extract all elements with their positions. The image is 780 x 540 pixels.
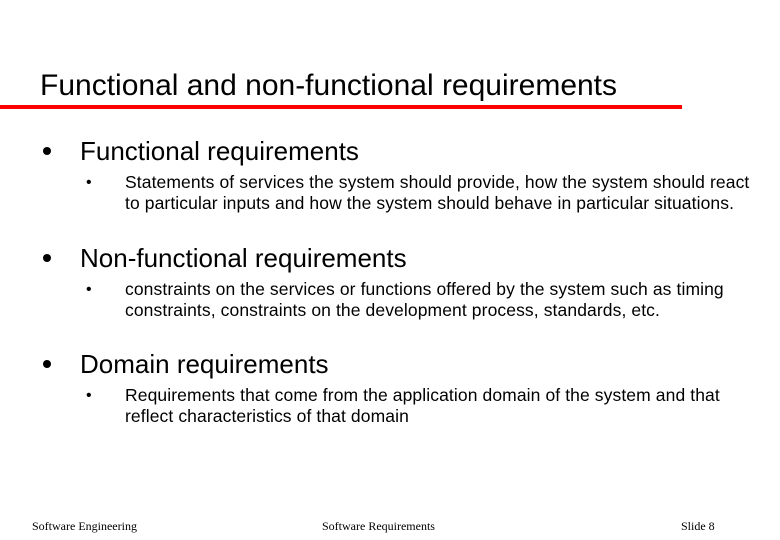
sub-bullet: • bbox=[86, 387, 92, 404]
section-heading-domain: Domain requirements bbox=[80, 349, 329, 379]
footer-course: Software Engineering bbox=[32, 519, 137, 533]
bullet-dot bbox=[43, 360, 51, 368]
footer-topic: Software Requirements bbox=[322, 519, 435, 533]
bullet-dot bbox=[43, 254, 51, 262]
sub-bullet: • bbox=[86, 174, 92, 191]
footer-slide-number: Slide 8 bbox=[681, 519, 715, 533]
sub-bullet: • bbox=[86, 281, 92, 298]
section-heading-non-functional: Non-functional requirements bbox=[80, 243, 407, 273]
section-detail-domain: Requirements that come from the application domain of the system and that reflect characteristics of that domain bbox=[125, 385, 720, 426]
title-underline bbox=[0, 105, 682, 109]
section-detail-non-functional: constraints on the services or functions offered by the system such as timing constraints, constraints on the development process, standards, etc. bbox=[125, 279, 724, 320]
bullet-dot bbox=[43, 147, 51, 155]
section-heading-functional: Functional requirements bbox=[80, 136, 359, 166]
section-detail-functional: Statements of services the system should provide, how the system should react to particular inputs and how the system should behave in particular situations. bbox=[125, 172, 750, 213]
slide-title: Functional and non-functional requirements bbox=[40, 69, 618, 102]
